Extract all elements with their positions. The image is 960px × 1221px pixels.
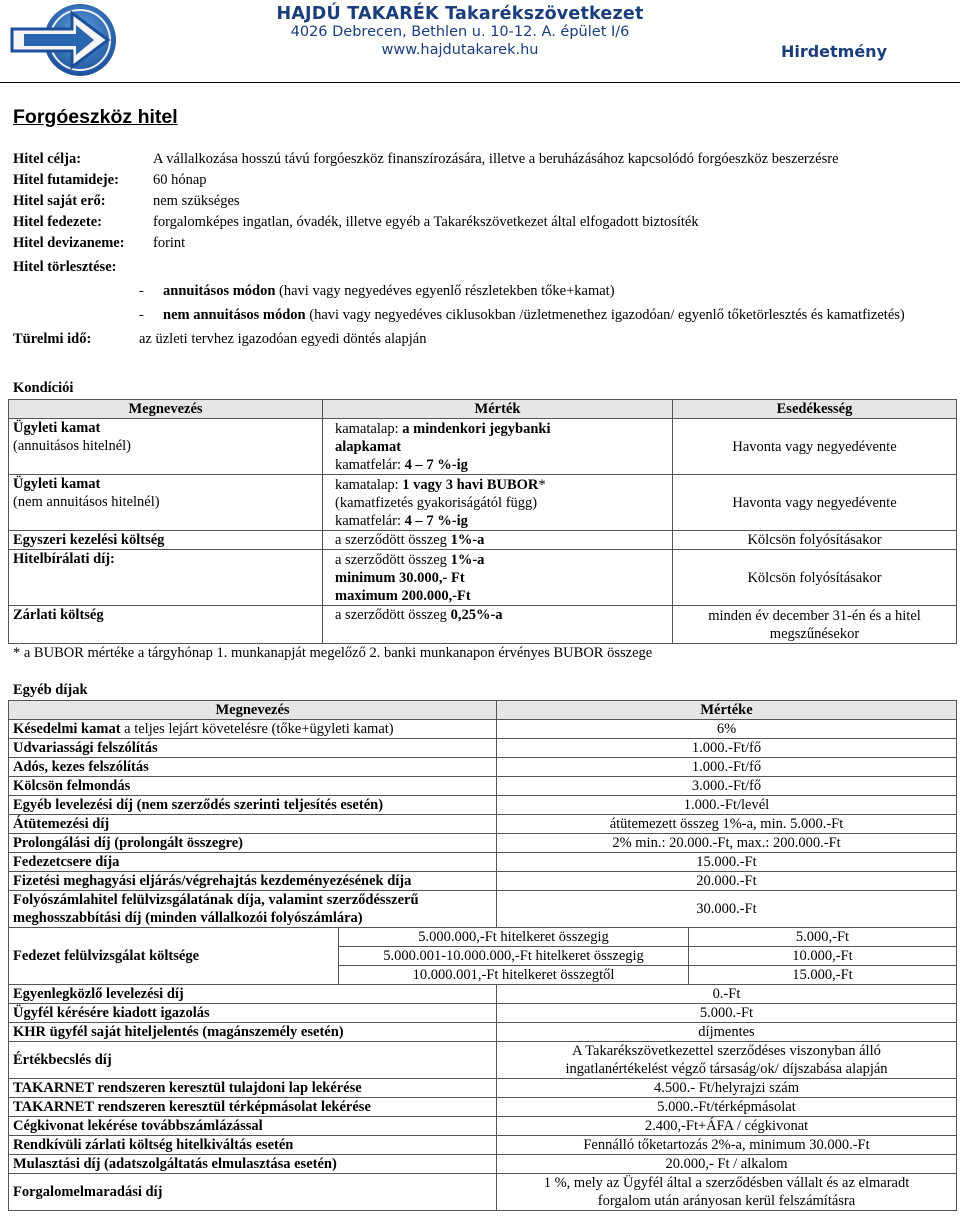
row-name: Ügyleti kamat (13, 420, 101, 436)
row-name: Egyszeri kezelési költség (9, 531, 323, 550)
conditions-heading: Kondíciói (13, 380, 74, 396)
fee-value: Fennálló tőketartozás 2%-a, minimum 30.000.-Ft (497, 1136, 957, 1155)
repayment-desc: (havi vagy negyedéves ciklusokban /üzletmenethez igazodóan/ egyenlő tőketörlesztés és kamatfizetés) (305, 307, 905, 323)
info-grace (13, 329, 953, 350)
info-label: Hitel törlesztése: (13, 259, 117, 275)
rate-value: alapkamat (335, 438, 402, 455)
margin-value: 4 – 7 %-ig (404, 512, 468, 529)
notice-label: Hirdetmény (780, 42, 887, 61)
fee-value: 1%-a (450, 551, 485, 568)
column-header: Mérték (323, 400, 673, 419)
info-label: Hitel futamideje: (13, 172, 119, 188)
fee-value: A Takarékszövetkezettel szerződéses viszonyban álló (572, 1043, 881, 1059)
table-row (9, 739, 957, 758)
fee-label: a szerződött összeg (335, 532, 451, 548)
fee-name: Átütemezési díj (9, 815, 497, 834)
info-collateral (13, 212, 953, 233)
table-row (9, 1042, 957, 1079)
fee-name: Udvariassági felszólítás (9, 739, 497, 758)
fee-name: Folyószámlahitel felülvizsgálatának díja, valamint szerződésszerű (13, 892, 419, 908)
fee-name: TAKARNET rendszeren keresztül tulajdoni lap lekérése (9, 1079, 497, 1098)
row-name: Zárlati költség (9, 606, 323, 644)
fee-min: minimum 30.000,- Ft (335, 569, 465, 586)
repayment-mode: annuitásos módon (163, 283, 276, 299)
loan-info (13, 149, 953, 350)
fee-value: 5.000.-Ft (497, 1004, 957, 1023)
fee-name: Ügyfél kérésére kiadott igazolás (9, 1004, 497, 1023)
table-row (9, 1155, 957, 1174)
column-header: Megnevezés (9, 701, 497, 720)
fee-value: 20.000,- Ft / alkalom (497, 1155, 957, 1174)
page-title: Forgóeszköz hitel (13, 106, 178, 128)
fee-value: 3.000.-Ft/fő (497, 777, 957, 796)
repayment-item: - nem annuitásos módon (havi vagy negyedéves ciklusokban /üzletmenethez igazodóan/ egyenlő tőketörlesztés és kamatfizetés) (139, 307, 905, 323)
rate-label: kamatalap: (335, 420, 403, 437)
review-value: 10.000,-Ft (689, 947, 957, 966)
fee-value: 2% min.: 20.000.-Ft, max.: 200.000.-Ft (497, 834, 957, 853)
rate-note: (kamatfizetés gyakoriságától függ) (335, 494, 538, 511)
fee-name: Forgalomelmaradási díj (9, 1174, 497, 1211)
fee-value: 6% (497, 720, 957, 739)
margin-label: kamatfelár: (335, 456, 405, 473)
page-header (0, 0, 960, 80)
info-label: Hitel saját erő: (13, 193, 106, 209)
table-row (9, 1117, 957, 1136)
row-subname: (annuitásos hitelnél) (13, 438, 131, 454)
footnote-marker: * (538, 476, 546, 493)
company-name: HAJDÚ TAKARÉK Takarékszövetkezet (276, 4, 644, 24)
fee-value: 0.-Ft (497, 985, 957, 1004)
fee-name: Prolongálási díj (prolongált összegre) (9, 834, 497, 853)
bubor-footnote: * a BUBOR mértéke a tárgyhónap 1. munkanapját megelőző 2. banki munkanapon érvényes BUBOR összege (13, 645, 653, 661)
fee-name: Kölcsön felmondás (9, 777, 497, 796)
repayment-item: - annuitásos módon (havi vagy negyedéves egyenlő részletekben tőke+kamat) (139, 283, 615, 299)
info-value: 60 hónap (153, 172, 207, 188)
info-value: nem szükséges (153, 193, 240, 209)
fee-name: Késedelmi kamat (13, 721, 121, 737)
fee-name: Fedezet felülvizsgálat költsége (9, 928, 339, 985)
fee-value: díjmentes (497, 1023, 957, 1042)
due-text: minden év december 31-én és a hitel (708, 607, 921, 624)
table-row (9, 550, 957, 606)
info-term (13, 170, 953, 191)
table-row (9, 1098, 957, 1117)
fee-value: 15.000.-Ft (497, 853, 957, 872)
fee-name: meghosszabbítási díj (minden vállalkozói folyószámlára) (13, 910, 363, 926)
due-cell: Havonta vagy negyedévente (673, 419, 957, 475)
column-header: Mértéke (497, 701, 957, 720)
table-row (9, 1174, 957, 1211)
fee-value: 30.000.-Ft (497, 891, 957, 928)
company-website[interactable]: www.hajdutakarek.hu (381, 42, 539, 58)
info-repayment (13, 257, 953, 278)
row-subname: (nem annuitásos hitelnél) (13, 494, 160, 510)
fee-name: KHR ügyfél saját hiteljelentés (magánszemély esetén) (9, 1023, 497, 1042)
fee-name: Fizetési meghagyási eljárás/végrehajtás kezdeményezésének díja (9, 872, 497, 891)
info-value: A vállalkozása hosszú távú forgóeszköz finanszírozására, illetve a beruházásához kapcsolódó forgóeszköz beszerzésre (153, 151, 839, 167)
fee-label: a szerződött összeg (335, 607, 451, 623)
table-row (9, 419, 957, 475)
info-purpose (13, 149, 953, 170)
review-value: 15.000,-Ft (689, 966, 957, 985)
table-row (9, 796, 957, 815)
fee-name: Rendkívüli zárlati költség hitelkiváltás esetén (9, 1136, 497, 1155)
fee-value: 4.500.- Ft/helyrajzi szám (497, 1079, 957, 1098)
repayment-list (139, 281, 953, 326)
review-range: 5.000.001-10.000.000,-Ft hitelkeret összegig (339, 947, 689, 966)
rate-value: a mindenkori jegybanki (402, 420, 551, 437)
info-value: forint (153, 235, 186, 251)
fee-value: 1.000.-Ft/fő (497, 739, 957, 758)
fee-value: 0,25%-a (450, 607, 503, 623)
table-row (9, 853, 957, 872)
fees-table (8, 700, 957, 1211)
margin-label: kamatfelár: (335, 512, 405, 529)
table-row (9, 1023, 957, 1042)
fee-name: Adós, kezes felszólítás (9, 758, 497, 777)
conditions-table (8, 399, 957, 644)
info-value: forgalomképes ingatlan, óvadék, illetve egyéb a Takarékszövetkezet által elfogadott biztosíték (153, 214, 699, 230)
due-cell: Kölcsön folyósításakor (673, 531, 957, 550)
fee-max: maximum 200.000,-Ft (335, 587, 471, 604)
table-row (9, 777, 957, 796)
fee-name: Cégkivonat lekérése továbbszámlázással (9, 1117, 497, 1136)
fee-value: ingatlanértékelést végző társaság/ok/ díjszabása alapján (565, 1061, 888, 1077)
due-cell: Kölcsön folyósításakor (673, 550, 957, 606)
fee-value: 20.000.-Ft (497, 872, 957, 891)
table-row (9, 1004, 957, 1023)
fee-name: Mulasztási díj (adatszolgáltatás elmulasztása esetén) (9, 1155, 497, 1174)
due-cell: Havonta vagy negyedévente (673, 475, 957, 531)
fee-value: forgalom után arányosan kerül felszámításra (597, 1193, 856, 1209)
review-range: 5.000.000,-Ft hitelkeret összegig (339, 928, 689, 947)
table-row (9, 475, 957, 531)
table-row (9, 872, 957, 891)
header-divider (0, 82, 960, 83)
table-row (9, 720, 957, 739)
column-header: Megnevezés (9, 400, 323, 419)
fee-value: 2.400,-Ft+ÁFA / cégkivonat (497, 1117, 957, 1136)
review-value: 5.000,-Ft (689, 928, 957, 947)
table-row (9, 606, 957, 644)
fee-value: átütemezett összeg 1%-a, min. 5.000.-Ft (497, 815, 957, 834)
info-label: Türelmi idő: (13, 331, 92, 347)
due-text: megszűnésekor (769, 625, 860, 642)
table-row (9, 815, 957, 834)
rate-label: kamatalap: (335, 476, 403, 493)
table-row (9, 1079, 957, 1098)
column-header: Esedékesség (673, 400, 957, 419)
fee-label: a szerződött összeg (335, 551, 451, 568)
fee-value: 1 %, mely az Ügyfél által a szerződésben vállalt és az elmaradt (543, 1175, 910, 1191)
rate-value: 1 vagy 3 havi BUBOR (402, 476, 539, 493)
margin-value: 4 – 7 %-ig (404, 456, 468, 473)
repayment-mode: nem annuitásos módon (163, 307, 306, 323)
table-row (9, 758, 957, 777)
info-label: Hitel devizaneme: (13, 235, 125, 251)
fee-value: 5.000.-Ft/térképmásolat (497, 1098, 957, 1117)
table-row (9, 985, 957, 1004)
table-row (9, 834, 957, 853)
fee-value: 1.000.-Ft/levél (497, 796, 957, 815)
fees-heading: Egyéb díjak (13, 682, 88, 698)
review-range: 10.000.001,-Ft hitelkeret összegtől (339, 966, 689, 985)
info-label: Hitel célja: (13, 151, 82, 167)
repayment-desc: (havi vagy negyedéves egyenlő részletekben tőke+kamat) (275, 283, 615, 299)
info-label: Hitel fedezete: (13, 214, 102, 230)
info-currency (13, 233, 953, 254)
info-own-funds (13, 191, 953, 212)
info-value: az üzleti tervhez igazodóan egyedi döntés alapján (139, 331, 427, 347)
fee-value: 1.000.-Ft/fő (497, 758, 957, 777)
fee-name: Értékbecslés díj (9, 1042, 497, 1079)
fee-name-rest: a teljes lejárt követelésre (tőke+ügyleti kamat) (120, 721, 394, 737)
fee-name: Egyenlegközlő levelezési díj (9, 985, 497, 1004)
fee-value: 1%-a (450, 532, 485, 548)
row-name: Ügyleti kamat (13, 476, 101, 492)
table-row (9, 1136, 957, 1155)
table-row (9, 928, 957, 947)
fee-name: Egyéb levelezési díj (nem szerződés szerinti teljesítés esetén) (9, 796, 497, 815)
company-address: 4026 Debrecen, Bethlen u. 10-12. A. épület I/6 (290, 24, 630, 40)
table-row (9, 891, 957, 928)
fee-name: TAKARNET rendszeren keresztül térképmásolat lekérése (9, 1098, 497, 1117)
fee-name: Fedezetcsere díja (9, 853, 497, 872)
table-row (9, 531, 957, 550)
row-name: Hitelbírálati díj: (9, 550, 323, 606)
